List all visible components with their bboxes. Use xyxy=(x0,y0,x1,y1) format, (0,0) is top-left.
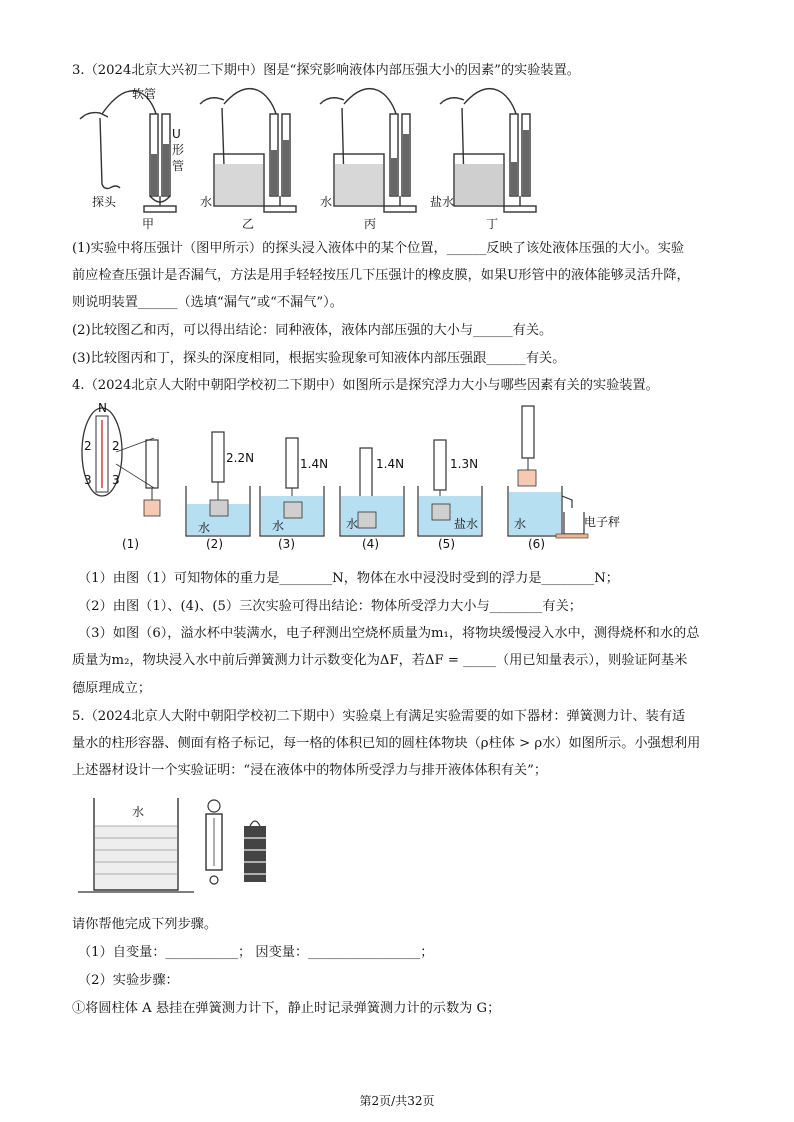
caption-ding: 丁 xyxy=(486,217,499,230)
brine-label: 盐水 xyxy=(430,195,455,209)
q4-part1: （1）由图（1）可知物体的重力是________N，物体在水中浸没时受到的浮力是________N； xyxy=(78,571,619,586)
q5-title-line2: 量水的柱形容器、侧面有格子标记，每一格的体积已知的圆柱体物块（ρ柱体 > ρ水）如图所示。小强想利用 xyxy=(72,736,701,751)
water-label-4-4: 水 xyxy=(346,517,359,531)
q5-title-line1: 5.（2024北京人大附中朝阳学校初二下期中）实验桌上有满足实验需要的如下器材：弹簧测力计、装有适 xyxy=(72,709,686,724)
scale-2-right: 2 xyxy=(112,439,120,453)
reading-3: 1.4N xyxy=(300,457,329,471)
water-label-4-2: 水 xyxy=(198,521,211,535)
probe-label: 探头 xyxy=(92,195,117,209)
q3-part1-line2: 前应检查压强计是否漏气，方法是用手轻轻按压几下压强计的橡皮膜，如果U形管中的液体能够灵活升降， xyxy=(72,268,690,283)
water-label-4-6: 水 xyxy=(514,517,527,531)
q5-water-label: 水 xyxy=(132,805,145,819)
q5-instruction: 请你帮他完成下列步骤。 xyxy=(72,917,218,932)
q5-steps-heading: （2）实验步骤： xyxy=(78,973,179,988)
q5-title-line3: 上述器材设计一个实验证明：“浸在液体中的物体所受浮力与排开液体体积有关”； xyxy=(72,763,548,778)
brine-label-4-5: 盐水 xyxy=(454,517,479,531)
q3-part1-line1: (1)实验中将压强计（图甲所示）的探头浸入液体中的某个位置，______反映了该处液体压强的大小。实验 xyxy=(72,241,685,256)
water-label-4-3: 水 xyxy=(272,519,285,533)
q4-part3-line2: 质量为m₂，物块浸入水中前后弹簧测力计示数变化为ΔF，若ΔF = _____（用已知量表示），则验证阿基米 xyxy=(72,653,688,668)
caption-2: (2) xyxy=(206,537,223,550)
reading-4: 1.4N xyxy=(376,457,405,471)
q5-step1: ①将圆柱体 A 悬挂在弹簧测力计下，静止时记录弹簧测力计的示数为 G； xyxy=(72,1001,501,1016)
u-tube-label-2: 形 xyxy=(172,143,185,157)
caption-3: (3) xyxy=(278,537,295,550)
caption-jia: 甲 xyxy=(142,217,155,230)
u-tube-label-3: 管 xyxy=(172,159,185,173)
water-label-1: 水 xyxy=(200,195,213,209)
q4-part2: （2）由图（1）、(4)、(5）三次实验可得出结论：物体所受浮力大小与________有关； xyxy=(78,599,582,614)
reading-5: 1.3N xyxy=(450,457,479,471)
q3-part1-line3: 则说明装置______（选填“漏气”或“不漏气”）。 xyxy=(72,295,343,310)
u-tube-label-1: U xyxy=(172,127,181,141)
q3-part2: (2)比较图乙和丙，可以得出结论：同种液体，液体内部压强的大小与______有关。 xyxy=(72,323,553,338)
scale-3-right: 3 xyxy=(112,473,120,487)
q4-part3-line3: 德原理成立； xyxy=(72,681,152,696)
caption-1: (1) xyxy=(122,537,139,550)
q5-variables: （1）自变量：___________； 因变量：_________________； xyxy=(78,945,434,960)
hose-label: 软管 xyxy=(132,87,157,101)
reading-2: 2.2N xyxy=(226,451,255,465)
caption-4: (4) xyxy=(362,537,379,550)
page-number: 第2页/共32页 xyxy=(359,1094,435,1108)
q3-figure xyxy=(70,84,550,230)
q3-part3: (3)比较图丙和丁，探头的深度相同，根据实验现象可知液体内部压强跟______有关。 xyxy=(72,351,566,366)
q4-part3-line1: （3）如图（6），溢水杯中装满水，电子秤测出空烧杯质量为m₁，将物块缓慢浸入水中，测得烧杯和水的总 xyxy=(78,626,700,641)
caption-yi: 乙 xyxy=(242,217,255,230)
q4-figure xyxy=(78,400,658,550)
q5-figure xyxy=(74,790,294,900)
caption-bing: 丙 xyxy=(364,217,377,230)
scale-3-left: 3 xyxy=(84,473,92,487)
electronic-scale-label: 电子秤 xyxy=(584,515,621,529)
scale-2-left: 2 xyxy=(84,439,92,453)
water-label-2: 水 xyxy=(320,195,333,209)
caption-5: (5) xyxy=(438,537,455,550)
magnifier-unit: N xyxy=(98,401,107,415)
q3-title: 3.（2024北京大兴初二下期中）图是“探究影响液体内部压强大小的因素”的实验装置。 xyxy=(72,63,580,78)
q4-title: 4.（2024北京人大附中朝阳学校初二下期中）如图所示是探究浮力大小与哪些因素有关的实验装置。 xyxy=(72,378,659,393)
caption-6: (6) xyxy=(528,537,545,550)
